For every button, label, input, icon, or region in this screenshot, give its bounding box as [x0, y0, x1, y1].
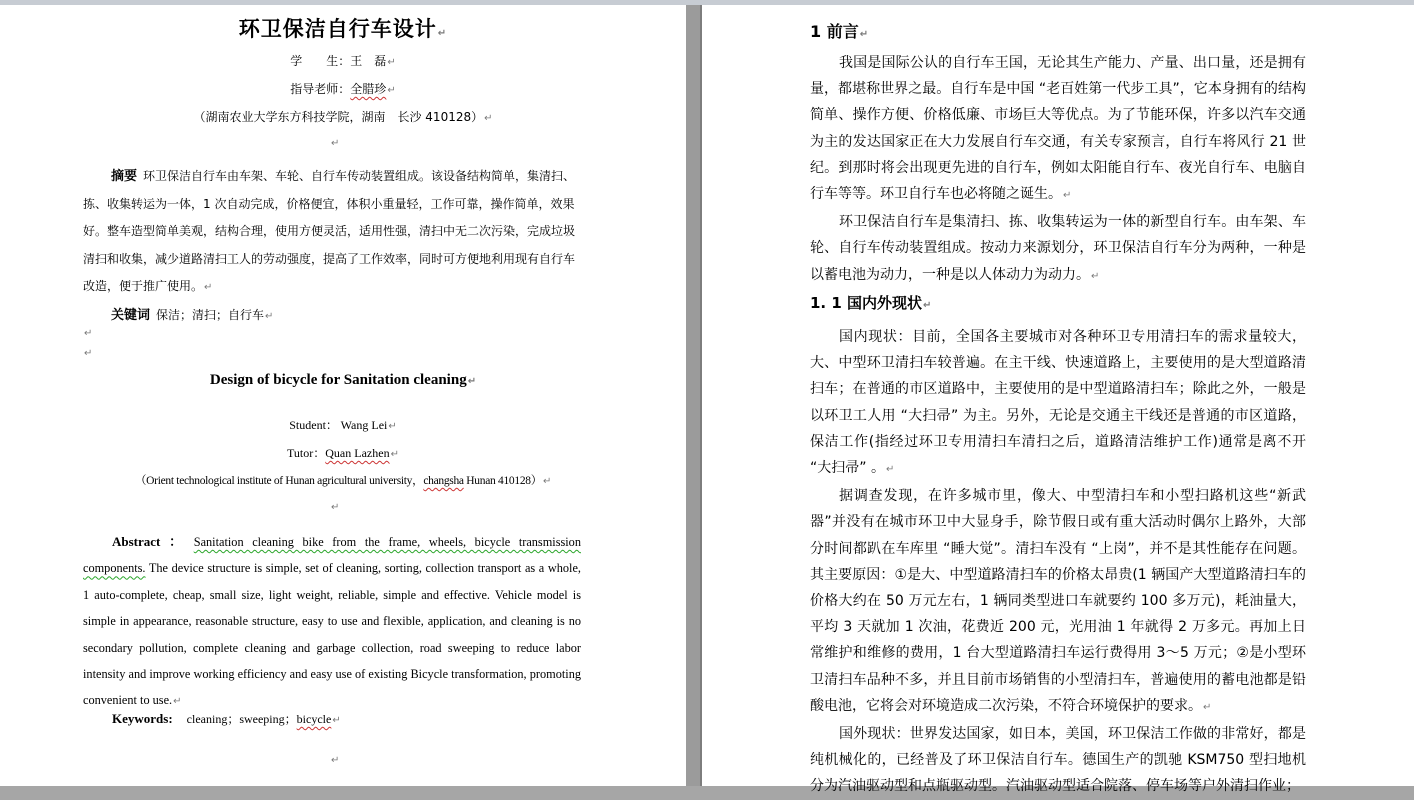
paragraph-3: 国内现状：目前，全国各主要城市对各种环卫专用清扫车的需求量较大，大、中型环卫清扫车较普遍。在主干线、快速道路上，主要使用的是大型道路清扫车；在普通的市区道路中，主要使用的是中型道路清扫车；除此之外，一般是以环卫工人用 “大扫帚” 为主。另外，无论是交通主干线还是普通的市区道路，保洁工作(指经过环卫专用清扫车清扫之后，道路清洁维护工作)通常是离不开 “大扫帚” 。↵ — [810, 329, 1306, 477]
student-line-en: Student： Wang Lei↵ — [289, 418, 397, 432]
paragraph-2: 环卫保洁自行车是集清扫、拣、收集转运为一体的新型自行车。由车架、车轮、自行车传动装置组成。按动力来源划分，环卫保洁自行车分为两种，一种是以蓄电池为动力，一种是以人体动力为动力。↵ — [810, 214, 1306, 283]
affiliation-line-en: （Orient technological institute of Hunan agricultural university，changsha Hunan 410128）↵ — [134, 475, 552, 487]
empty-paragraph: ↵ — [84, 348, 93, 359]
keywords-cn: 关键词 保洁；清扫；自行车↵ — [111, 308, 274, 323]
affiliation-line: （湖南农业大学东方科技学院，湖南 长沙 410128）↵ — [193, 110, 493, 124]
document-page-right[interactable] — [702, 5, 1414, 795]
paragraph-1: 我国是国际公认的自行车王国，无论其生产能力、产量、出口量，还是拥有量，都堪称世界之最。自行车是中国 “老百姓第一代步工具”，它本身拥有的结构简单、操作方便、价格低廉、市场巨大等优点。为了节能环保，许多以汽车交通为主的发达国家正在大力发展自行车交通，有关专家预言，自行车将风行 21 世纪。到那时将会出现更先进的自行车，例如太阳能自行车、夜光自行车、电脑自行车等等。环卫自行车也必将随之诞生。↵ — [810, 55, 1306, 203]
keywords-cn-label: 关键词 — [111, 308, 151, 323]
empty-paragraph: ↵ — [331, 138, 340, 149]
abstract-en: Abstract ： Sanitation cleaning bike from the frame, wheels, bicycle transmission components. The device structure is simple, set of cleaning, sorting, collection transport as a whole, 1 auto-complete, cheap, small size, light weight, reliable, simple and effective. Vehicle model is simple in appearance, reasonable structure, easy to use and flexible, application, and cleaning is no secondary pollution, complete cleaning and garbage collection, road sweeping to reduce labor intensity and improve working efficiency and easy use of existing Bicycle transformation, promoting convenient to use.↵ — [83, 534, 581, 708]
empty-paragraph: ↵ — [84, 328, 93, 339]
abstract-cn: 摘要 环卫保洁自行车由车架、车轮、自行车传动装置组成。该设备结构简单，集清扫、拣、收集转运为一体，1 次自动完成，价格便宜，体积小重量轻，工作可靠，操作简单，效果好。整车造型简单美观，结构合理，使用方便灵活，适用性强，清扫中无二次污染，完成垃圾清扫和收集，减少道路清扫工人的劳动强度，提高了工作效率，同时可方便地利用现有自行车改造，便于推广使用。↵ — [83, 169, 576, 294]
tutor-line-en: Tutor：Quan Lazhen↵ — [287, 446, 399, 460]
student-line: 学 生：王 磊↵ — [290, 54, 396, 68]
tutor-line: 指导老师：全腊珍↵ — [290, 82, 396, 96]
keywords-en-label: Keywords: — [112, 711, 173, 726]
empty-paragraph: ↵ — [331, 755, 340, 766]
paragraph-5: 国外现状：世界发达国家，如日本，美国，环卫保洁工作做的非常好，都是纯机械化的，已经普及了环卫保洁自行车。德国生产的凯驰 KSM750 型扫地机分为汽油驱动型和点瓶驱动型。汽油驱动型适合院落、停车场等户外清扫作业； — [810, 726, 1306, 795]
abstract-cn-label: 摘要 — [111, 169, 138, 184]
section-heading-intro: 1 前言↵ — [810, 22, 869, 41]
paragraph-4: 据调查发现，在许多城市里，像大、中型清扫车和小型扫路机这些“新武器”并没有在城市环卫中大显身手，除节假日或有重大活动时偶尔上路外，大部分时间都趴在车库里 “睡大觉”。清扫车没有 “上岗”，并不是其性能存在问题。其主要原因：①是大、中型道路清扫车的价格太昂贵(1 辆国产大型道路清扫车的价格大约在 50 万元左右，1 辆同类型进口车就要约 100 多万元)，耗油量大，平均 3 天就加 1 次油，花费近 200 元，光用油 1 年就得 2 万多元。再加上日常维护和维修的费用，1 台大型道路清扫车运行费得用 3～5 万元；②是小型环卫清扫车品种不多，并且目前市场销售的小型清扫车，普遍使用的蓄电池都是铅酸电池，它将会对环境造成二次污染，不符合环境保护的要求。↵ — [810, 488, 1306, 714]
status-paragraphs — [810, 324, 1306, 800]
paper-title: 环卫保洁自行车设计↵ — [238, 17, 448, 41]
keywords-en: Keywords: cleaning；sweeping；bicycle↵ — [112, 711, 341, 726]
abstract-en-label: Abstract ： — [112, 534, 188, 549]
paper-title-en: Design of bicycle for Sanitation cleaning↵ — [209, 372, 477, 388]
intro-paragraphs — [810, 50, 1306, 290]
empty-paragraph: ↵ — [331, 502, 340, 513]
section-heading-status: 1. 1 国内外现状↵ — [810, 294, 932, 312]
document-page-left[interactable] — [0, 5, 686, 786]
